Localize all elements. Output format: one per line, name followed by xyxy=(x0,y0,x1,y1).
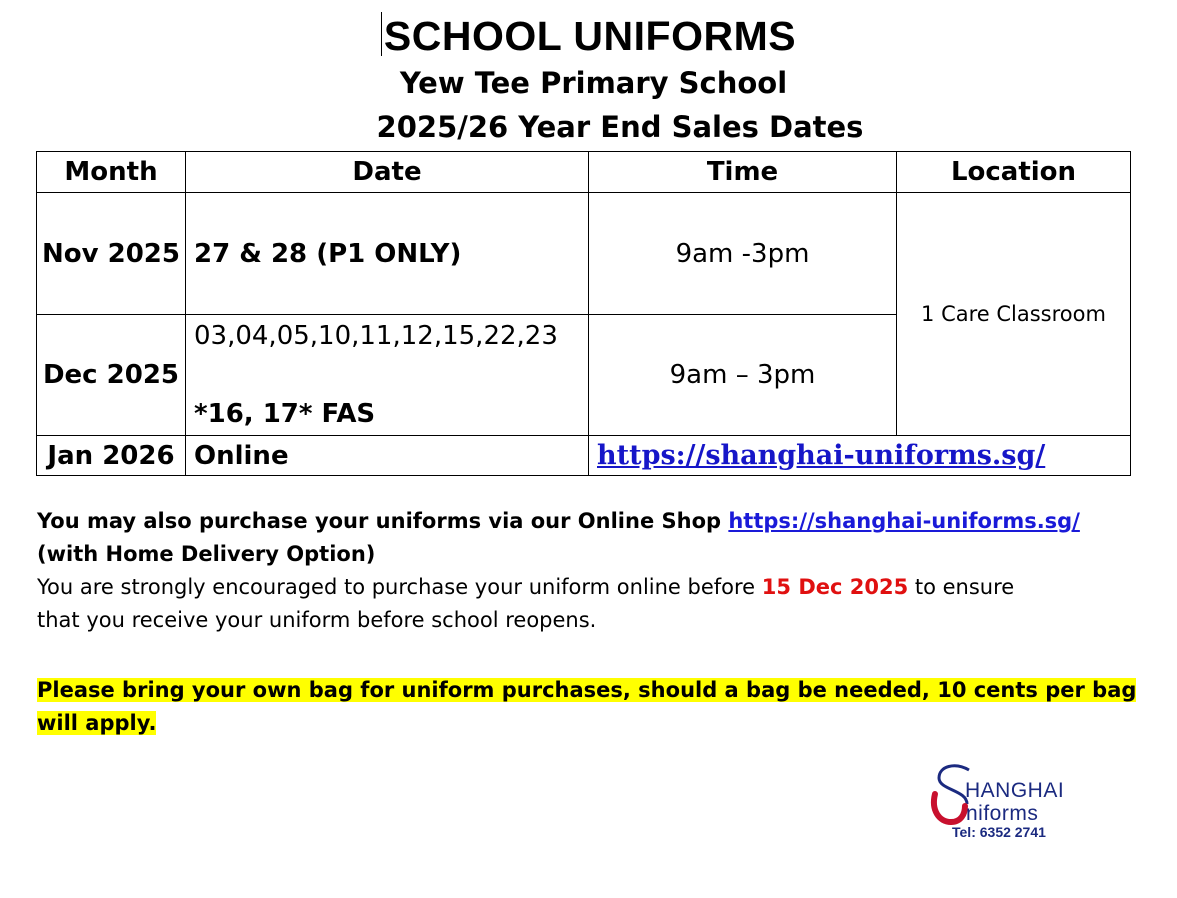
bag-notice-line-2: will apply. xyxy=(37,711,157,735)
date-cell: 27 & 28 (P1 ONLY) xyxy=(186,193,589,315)
text-cursor xyxy=(381,12,382,56)
month-cell: Nov 2025 xyxy=(37,193,186,315)
info-line-1: You may also purchase your uniforms via our Online Shop xyxy=(37,509,729,533)
date-cell xyxy=(186,315,589,436)
phone-number: Tel: 6352 2741 xyxy=(952,824,1046,840)
logo-u-swoosh xyxy=(934,794,965,822)
table-row xyxy=(37,193,1131,315)
online-shop-inline-link[interactable]: https://shanghai-uniforms.sg/ xyxy=(728,509,1080,533)
deadline-date: 15 Dec 2025 xyxy=(761,575,909,599)
online-shop-link[interactable]: https://shanghai-uniforms.sg/ xyxy=(597,440,1046,471)
page-title-text: SCHOOL UNIFORMS xyxy=(383,13,797,59)
time-cell: 9am – 3pm xyxy=(589,315,897,436)
sales-dates-subtitle: 2025/26 Year End Sales Dates xyxy=(376,110,864,144)
time-cell: 9am -3pm xyxy=(589,193,897,315)
location-cell: 1 Care Classroom xyxy=(897,193,1131,436)
online-link-cell xyxy=(589,436,1131,476)
date-note: *16, 17* FAS xyxy=(194,399,376,429)
column-header-time: Time xyxy=(589,152,897,193)
month-cell: Dec 2025 xyxy=(37,315,186,436)
info-line-4: that you receive your uniform before school reopens. xyxy=(37,608,597,632)
column-header-date: Date xyxy=(186,152,589,193)
date-list: 03,04,05,10,11,12,15,22,23 xyxy=(194,321,558,351)
column-header-location: Location xyxy=(897,152,1131,193)
month-cell: Jan 2026 xyxy=(37,436,186,476)
date-cell: Online xyxy=(186,436,589,476)
info-line-3-suffix: to ensure xyxy=(908,575,1015,599)
info-paragraph xyxy=(37,505,1137,637)
logo-wordmark-bottom: niforms xyxy=(966,802,1039,825)
logo-wordmark-top: HANGHAI xyxy=(965,779,1065,802)
column-header-month: Month xyxy=(37,152,186,193)
info-line-2: (with Home Delivery Option) xyxy=(37,542,376,566)
sales-dates-table xyxy=(36,151,1131,476)
table-row xyxy=(37,436,1131,476)
school-name: Yew Tee Primary School xyxy=(399,66,788,100)
bag-notice-line-1: Please bring your own bag for uniform purchases, should a bag be needed, 10 cents per bag xyxy=(37,678,1137,702)
table-header-row xyxy=(37,152,1131,193)
info-line-3: You are strongly encouraged to purchase your uniform online before xyxy=(37,575,762,599)
page-title xyxy=(0,12,1177,60)
bag-notice xyxy=(37,674,1137,740)
